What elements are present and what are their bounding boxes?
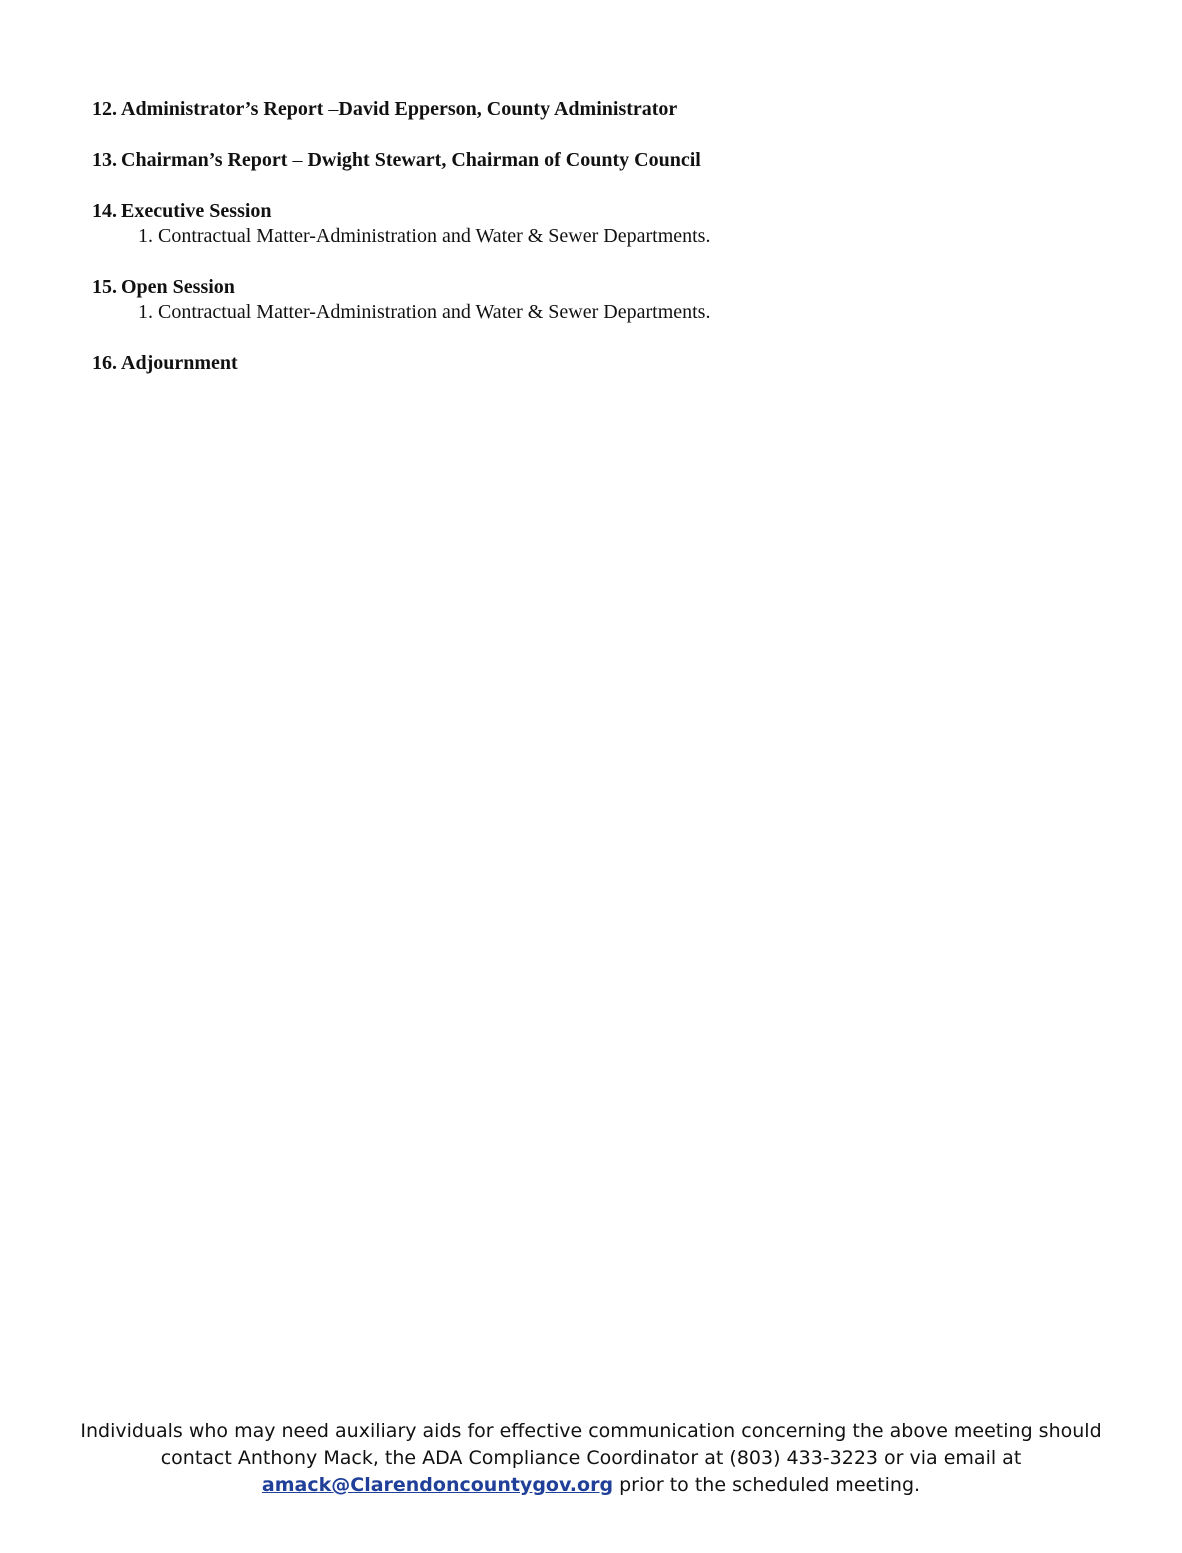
agenda-item-heading: Chairman’s Report xyxy=(121,149,293,171)
agenda-item-16 xyxy=(92,350,1092,376)
agenda-item-15 xyxy=(92,274,1092,325)
ada-notice-line-2: contact Anthony Mack, the ADA Compliance Coordinator at (803) 433-3223 or via email at xyxy=(160,1447,1022,1469)
agenda-list xyxy=(92,96,1092,401)
agenda-item-number: 15. xyxy=(92,276,117,298)
agenda-item-title xyxy=(92,147,1092,173)
agenda-item-presenter: David Epperson, County Administrator xyxy=(338,98,678,120)
ada-notice xyxy=(0,1418,1182,1499)
ada-notice-line-1: Individuals who may need auxiliary aids for effective communication concerning the above meeting should xyxy=(80,1420,1102,1442)
agenda-item-title xyxy=(92,96,1092,122)
agenda-item-heading: Adjournment xyxy=(121,352,238,374)
agenda-item-heading: Administrator’s Report xyxy=(121,98,329,120)
agenda-item-number: 12. xyxy=(92,98,117,120)
agenda-item-title xyxy=(92,198,1092,224)
agenda-item-title xyxy=(92,274,1092,300)
agenda-item-number: 16. xyxy=(92,352,117,374)
agenda-item-dash: – xyxy=(292,149,303,171)
ada-notice-line-3 xyxy=(0,1472,1182,1499)
agenda-item-14 xyxy=(92,198,1092,249)
agenda-item-number: 13. xyxy=(92,149,117,171)
agenda-item-heading: Open Session xyxy=(121,276,235,298)
email-link[interactable]: amack@Clarendoncountygov.org xyxy=(261,1474,614,1496)
agenda-item-12 xyxy=(92,96,1092,122)
agenda-subitem: 1. Contractual Matter-Administration and Water & Sewer Departments. xyxy=(138,225,711,247)
agenda-item-heading: Executive Session xyxy=(121,200,272,222)
agenda-item-number: 14. xyxy=(92,200,117,222)
agenda-item-dash: – xyxy=(328,98,339,120)
ada-notice-line-3-text: prior to the scheduled meeting. xyxy=(613,1474,921,1496)
agenda-subitem: 1. Contractual Matter-Administration and Water & Sewer Departments. xyxy=(138,301,711,323)
agenda-item-title xyxy=(92,350,1092,376)
agenda-item-presenter: Dwight Stewart, Chairman of County Council xyxy=(302,149,701,171)
agenda-item-13 xyxy=(92,147,1092,173)
